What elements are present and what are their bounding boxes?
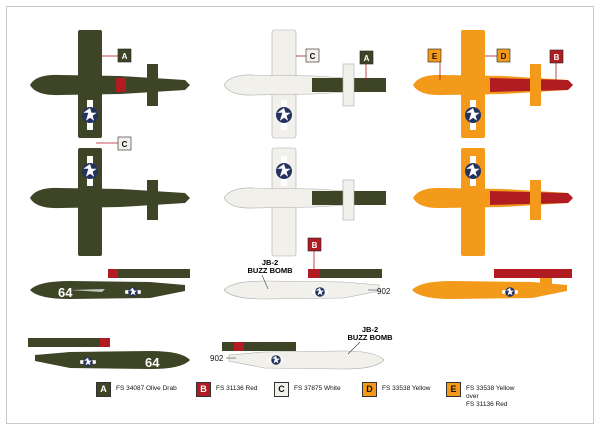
callout-b2	[308, 238, 321, 270]
side-view-white-reversed	[222, 342, 384, 369]
legend-text-d: FS 33538 Yellow	[382, 385, 431, 392]
serial-2: 902	[210, 354, 224, 363]
callout-c2	[296, 49, 319, 62]
bottom-view-olive	[30, 148, 190, 256]
top-view-white	[224, 30, 386, 138]
legend-swatch-d: D	[362, 382, 377, 397]
bottom-view-yellow	[413, 148, 573, 256]
svg-text:C: C	[309, 52, 316, 61]
side-label-2-line1: JB-2	[361, 325, 379, 334]
callout-b1	[550, 50, 563, 82]
legend-swatch-c: C	[274, 382, 289, 397]
svg-text:B: B	[553, 53, 560, 62]
tail-number-1: 64	[58, 285, 73, 300]
legend-text-c: FS 37875 White	[294, 385, 341, 392]
svg-text:C: C	[121, 140, 128, 149]
side-view-yellow	[412, 269, 572, 299]
legend-item-a	[96, 382, 177, 397]
legend-text-a: FS 34087 Olive Drab	[116, 385, 177, 392]
legend-swatch-b: B	[196, 382, 211, 397]
color-legend	[96, 382, 596, 418]
serial-1: 902	[377, 287, 391, 296]
svg-text:A: A	[121, 52, 128, 61]
top-view-yellow	[413, 30, 573, 138]
callout-c1	[96, 137, 131, 150]
callout-a2	[360, 51, 373, 80]
svg-text:A: A	[363, 54, 370, 63]
svg-text:B: B	[311, 241, 318, 250]
callout-a1	[102, 49, 131, 62]
legend-swatch-e: E	[446, 382, 461, 397]
tail-number-2: 64	[145, 355, 160, 370]
top-view-olive	[30, 30, 190, 138]
legend-item-d	[362, 382, 430, 397]
legend-item-c	[274, 382, 341, 397]
legend-swatch-a: A	[96, 382, 111, 397]
callout-d1	[485, 49, 510, 62]
svg-text:D: D	[500, 52, 507, 61]
legend-item-b	[196, 382, 257, 397]
bottom-view-white	[224, 148, 386, 256]
side-label-2-line2: BUZZ BOMB	[347, 333, 393, 342]
side-view-olive	[30, 269, 190, 300]
svg-text:E: E	[431, 52, 438, 61]
legend-text-b: FS 31136 Red	[216, 385, 258, 392]
side-label-1-line1: JB-2	[261, 258, 279, 267]
legend-item-e	[446, 382, 514, 409]
side-label-1-line2: BUZZ BOMB	[247, 266, 293, 275]
side-view-olive-reversed	[28, 338, 190, 370]
legend-text-e: FS 33538 Yellow over FS 31136 Red	[466, 385, 515, 408]
